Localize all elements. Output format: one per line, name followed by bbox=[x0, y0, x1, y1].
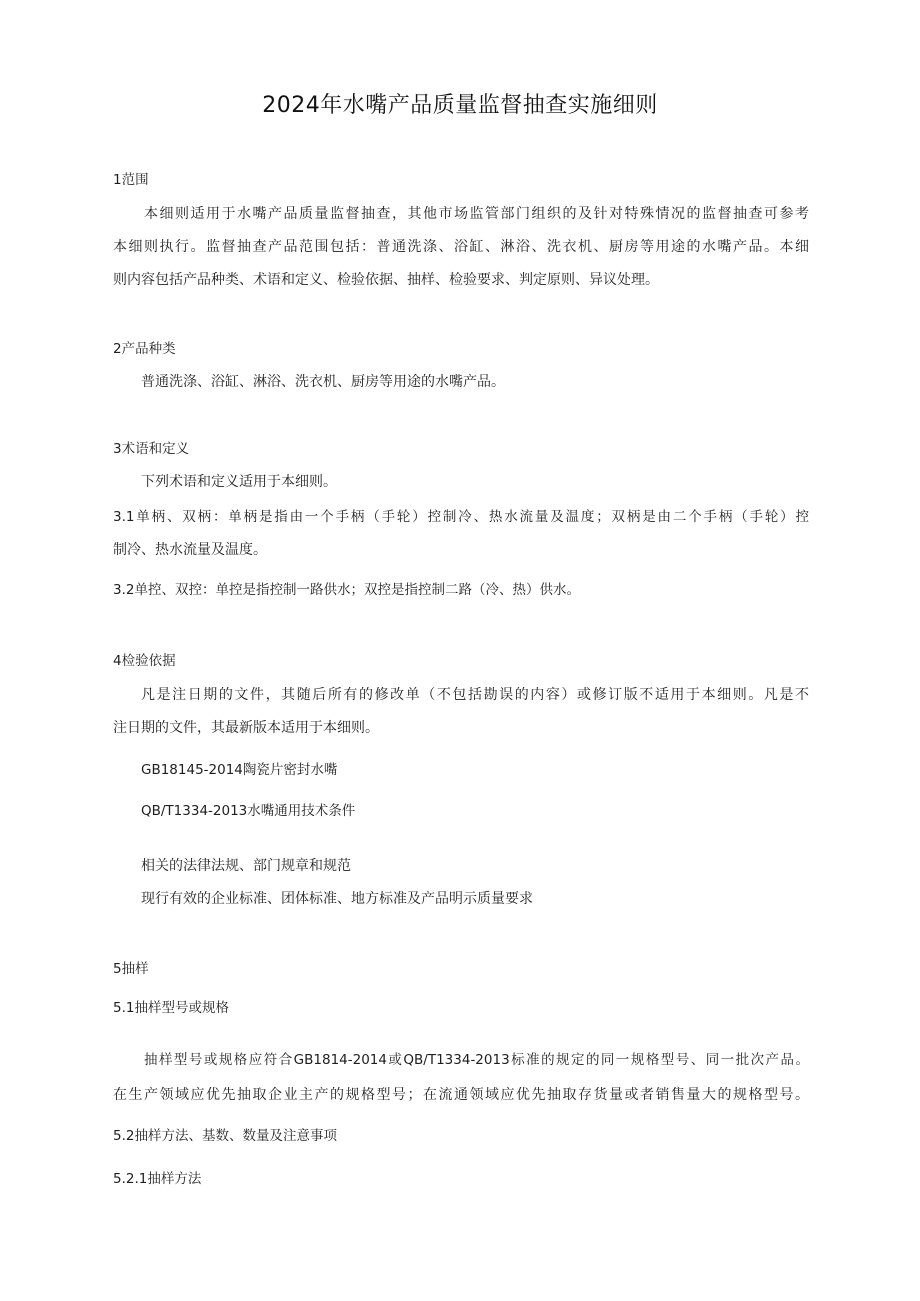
term-3-1-line-1: 3.1单柄、双柄：单柄是指由一个手柄（手轮）控制冷、热水流量及温度；双柄是由二个手柄（手轮）控 bbox=[113, 509, 809, 525]
section-5-2-1-heading: 5.2.1抽样方法 bbox=[113, 1171, 202, 1187]
section-1-paragraph-line-3: 则内容包括产品种类、术语和定义、检验依据、抽样、检验要求、判定原则、异议处理。 bbox=[113, 272, 659, 288]
section-2-paragraph: 普通洗涤、浴缸、淋浴、洗衣机、厨房等用途的水嘴产品。 bbox=[141, 374, 505, 390]
term-3-2: 3.2单控、双控：单控是指控制一路供水；双控是指控制二路（冷、热）供水。 bbox=[113, 582, 580, 598]
section-5-heading: 5抽样 bbox=[113, 961, 149, 977]
document-title: 2024年水嘴产品质量监督抽查实施细则 bbox=[262, 93, 658, 118]
section-5-1-paragraph-line-1: 抽样型号或规格应符合GB1814-2014或QB/T1334-2013标准的规定的同一规格型号、同一批次产品。 bbox=[144, 1052, 809, 1068]
section-4-heading: 4检验依据 bbox=[113, 653, 176, 669]
section-2-heading: 2产品种类 bbox=[113, 341, 176, 357]
term-3-1-line-2: 制冷、热水流量及温度。 bbox=[113, 542, 267, 558]
section-4-paragraph-line-2: 注日期的文件，其最新版本适用于本细则。 bbox=[113, 720, 379, 736]
section-3-intro: 下列术语和定义适用于本细则。 bbox=[141, 474, 337, 490]
section-5-1-heading: 5.1抽样型号或规格 bbox=[113, 1000, 229, 1016]
standard-qbt1334: QB/T1334-2013水嘴通用技术条件 bbox=[141, 803, 356, 819]
section-5-2-heading: 5.2抽样方法、基数、数量及注意事项 bbox=[113, 1128, 337, 1144]
section-4-paragraph-line-1: 凡是注日期的文件，其随后所有的修改单（不包括勘误的内容）或修订版不适用于本细则。凡是不 bbox=[141, 687, 809, 703]
section-3-heading: 3术语和定义 bbox=[113, 441, 190, 457]
section-5-1-paragraph-line-2: 在生产领域应优先抽取企业主产的规格型号；在流通领域应优先抽取存货量或者销售量大的规格型号。 bbox=[113, 1087, 809, 1103]
section-1-heading: 1范围 bbox=[113, 172, 149, 188]
section-1-paragraph-line-2: 本细则执行。监督抽查产品范围包括：普通洗涤、浴缸、淋浴、洗衣机、厨房等用途的水嘴产品。本细 bbox=[113, 239, 809, 255]
section-1-paragraph-line-1: 本细则适用于水嘴产品质量监督抽查，其他市场监管部门组织的及针对特殊情况的监督抽查可参考 bbox=[144, 206, 809, 222]
laws-and-regulations: 相关的法律法规、部门规章和规范 bbox=[141, 858, 351, 874]
standard-gb18145: GB18145-2014陶瓷片密封水嘴 bbox=[141, 762, 338, 778]
other-standards: 现行有效的企业标准、团体标准、地方标准及产品明示质量要求 bbox=[141, 891, 533, 907]
